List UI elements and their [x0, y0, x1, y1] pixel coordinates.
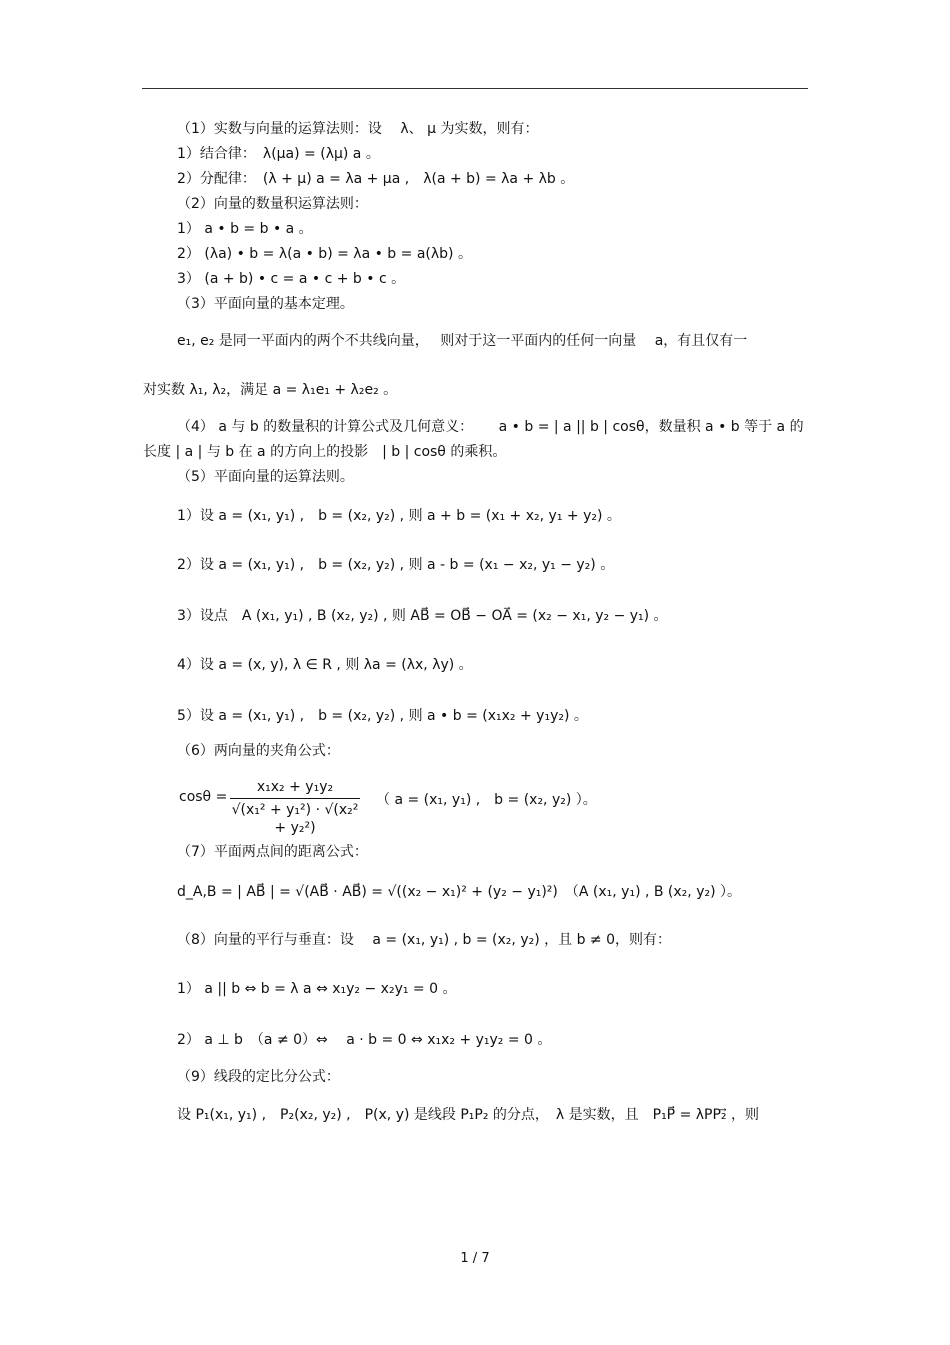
text-line: 3） (a + b) • c = a • c + b • c 。 — [177, 271, 406, 287]
text-line: 5）设 a = (x₁, y₁) , b = (x₂, y₂) , 则 a • b = (x₁x₂ + y₁y₂) 。 — [177, 708, 588, 724]
text-line: 4）设 a = (x, y), λ ∈ R , 则 λa = (λx, λy) 。 — [177, 657, 473, 673]
cos-formula-left: cosθ = — [179, 789, 228, 805]
fraction-bar — [230, 798, 360, 799]
text-line: （4） a 与 b 的数量积的计算公式及几何意义： a • b = | a || b | cosθ，数量积 a • b 等于 a 的 — [177, 419, 804, 435]
text-line: 长度 | a | 与 b 在 a 的方向上的投影 | b | cosθ 的乘积。 — [143, 444, 507, 460]
text-line: （3）平面向量的基本定理。 — [177, 296, 354, 312]
text-line: 2）设 a = (x₁, y₁) , b = (x₂, y₂) , 则 a - b = (x₁ − x₂, y₁ − y₂) 。 — [177, 557, 615, 573]
text-line: 2） (λa) • b = λ(a • b) = λa • b = a(λb) 。 — [177, 246, 472, 262]
text-line: 对实数 λ₁, λ₂，满足 a = λ₁e₁ + λ₂e₂ 。 — [143, 382, 398, 398]
text-line: （1）实数与向量的运算法则：设 λ、 μ 为实数，则有： — [177, 121, 539, 137]
text-line: （6）两向量的夹角公式： — [177, 743, 340, 759]
text-line: 2）分配律： (λ + μ) a = λa + μa , λ(a + b) = λa + λb 。 — [177, 171, 575, 187]
cos-formula-numerator: x₁x₂ + y₁y₂ — [256, 779, 334, 795]
text-line: （8）向量的平行与垂直：设 a = (x₁, y₁) , b = (x₂, y₂) ，且 b ≠ 0，则有： — [177, 932, 671, 948]
text-line: （9）线段的定比分公式： — [177, 1069, 340, 1085]
text-line: （5）平面向量的运算法则。 — [177, 469, 354, 485]
text-line: （7）平面两点间的距离公式： — [177, 844, 368, 860]
text-line: 2） a ⊥ b （a ≠ 0）⇔ a · b = 0 ⇔ x₁x₂ + y₁y₂ = 0 。 — [177, 1032, 552, 1048]
text-line: e₁, e₂ 是同一平面内的两个不共线向量， 则对于这一平面内的任何一向量 a，有且仅有一 — [177, 333, 748, 349]
cos-formula-denominator: √(x₁² + y₁²) · √(x₂² + y₂²) — [231, 802, 359, 836]
text-line: 1） a || b ⇔ b = λ a ⇔ x₁y₂ − x₂y₁ = 0 。 — [177, 981, 457, 997]
text-line: （2）向量的数量积运算法则： — [177, 196, 368, 212]
cos-formula-fraction — [230, 778, 360, 837]
text-line: 1）设 a = (x₁, y₁) , b = (x₂, y₂) , 则 a + b = (x₁ + x₂, y₁ + y₂) 。 — [177, 508, 621, 524]
text-line: 1） a • b = b • a 。 — [177, 221, 313, 237]
text-line: d_A,B = | AB⃗ | = √(AB⃗ · AB⃗) = √((x₂ − x₁)² + (y₂ − y₁)²) （A (x₁, y₁) , B (x₂, y₂) ）。 — [177, 884, 742, 900]
page-number: 1 / 7 — [460, 1251, 490, 1266]
text-line: 1）结合律： λ(μa) = (λμ) a 。 — [177, 146, 380, 162]
text-line: 3）设点 A (x₁, y₁) , B (x₂, y₂) , 则 AB⃗ = OB⃗ − OA⃗ = (x₂ − x₁, y₂ − y₁) 。 — [177, 608, 668, 624]
text-line: 设 P₁(x₁, y₁) , P₂(x₂, y₂) , P(x, y) 是线段 P₁P₂ 的分点， λ 是实数，且 P₁P⃗ = λPP₂⃗ ，则 — [177, 1107, 759, 1123]
cos-formula-condition: （ a = (x₁, y₁) , b = (x₂, y₂) ）。 — [376, 792, 597, 808]
header-rule — [142, 88, 808, 89]
